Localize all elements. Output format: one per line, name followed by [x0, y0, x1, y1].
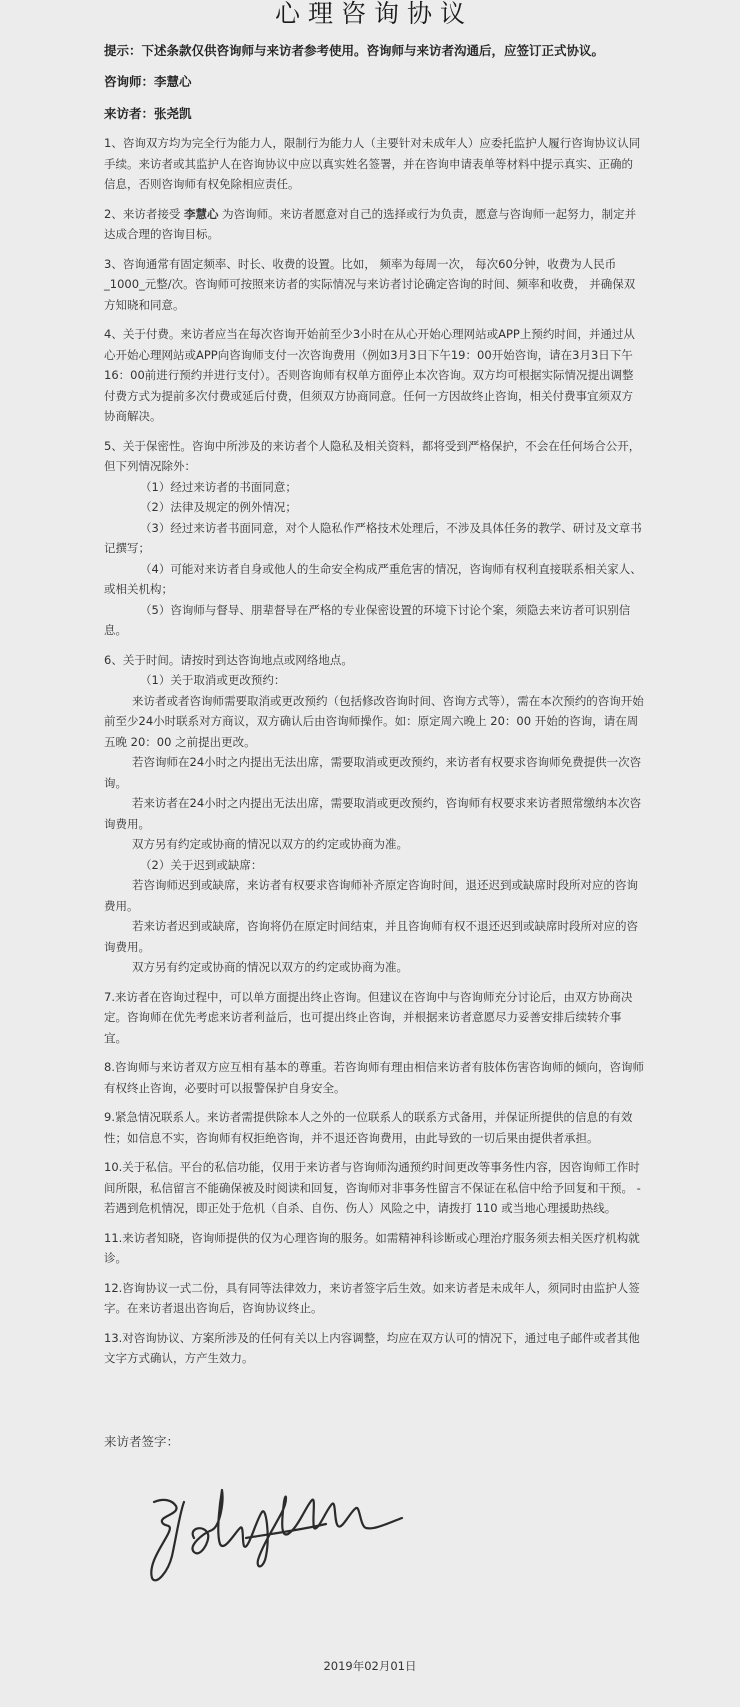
clause-text: 7.来访者在咨询过程中，可以单方面提出终止咨询。但建议在咨询中与咨询师充分讨论后，由双方协商决定。咨询师在优先考虑来访者利益后，也可提出终止咨询，并根据来访者意愿尽力妥善安排后续转介事宜。 — [104, 989, 633, 1045]
clause-5 — [104, 436, 644, 641]
handwritten-signature — [150, 1472, 420, 1592]
subsection-paragraph: 若来访者迟到或缺席，咨询将仍在原定时间结束，并且咨询师有权不退还迟到或缺席时段所对应的咨询费用。 — [104, 919, 638, 954]
clause-text — [104, 204, 644, 245]
client-line: 来访者：张尧凯 — [104, 106, 192, 121]
tip-notice: 提示：下述条款仅供咨询师与来访者参考使用。咨询师与来访者沟通后，应签订正式协议。 — [104, 43, 605, 58]
confidentiality-exception: （4）可能对来访者自身或他人的生命安全构成严重危害的情况，咨询师有权利直接联系相关家人、或相关机构； — [104, 561, 642, 596]
clause-3 — [104, 254, 644, 316]
clause-4 — [104, 324, 644, 427]
counselor-line: 咨询师：李慧心 — [104, 74, 192, 89]
confidentiality-exception: （2）法律及规定的例外情况； — [140, 500, 297, 514]
subsection-paragraph: 若来访者在24小时之内提出无法出席，需要取消或更改预约，咨询师有权要求来访者照常缴纳本次咨询费用。 — [104, 796, 642, 831]
clause-text: 12.咨询协议一式二份，具有同等法律效力，来访者签字后生效。如来访者是未成年人，须同时由监护人签字。在来访者退出咨询后，咨询协议终止。 — [104, 1280, 640, 1315]
clause-11 — [104, 1228, 644, 1269]
signing-date: 2019年02月01日 — [323, 1659, 417, 1673]
clause-10 — [104, 1157, 644, 1219]
clause-8 — [104, 1057, 644, 1098]
confidentiality-exception: （5）咨询师与督导、朋辈督导在严格的专业保密设置的环境下讨论个案，须隐去来访者可识别信息。 — [104, 602, 631, 637]
subsection-paragraph: 来访者或者咨询师需要取消或更改预约（包括修改咨询时间、咨询方式等），需在本次预约的咨询开始前至少24小时联系对方商议，双方确认后由咨询师操作。如：原定周六晚上 20：00 开始的咨询，请在周五晚 20：00 之前提出更改。 — [104, 693, 644, 749]
clause-12 — [104, 1278, 644, 1319]
clause-6 — [104, 650, 644, 978]
clause-9 — [104, 1107, 644, 1148]
subsection-paragraph: 双方另有约定或协商的情况以双方的约定或协商为准。 — [132, 960, 408, 974]
clause-text: 11.来访者知晓，咨询师提供的仅为心理咨询的服务。如需精神科诊断或心理治疗服务须去相关医疗机构就诊。 — [104, 1230, 640, 1265]
clause-text: 1、咨询双方均为完全行为能力人，限制行为能力人（主要针对未成年人）应委托监护人履行咨询协议认同手续。来访者或其监护人在咨询协议中应以真实姓名签署，并在咨询申请表单等材料中提示真实、正确的信息，否则咨询师有权免除相应责任。 — [104, 136, 641, 191]
clause-text: 9.紧急情况联系人。来访者需提供除本人之外的一位联系人的联系方式备用，并保证所提供的信息的有效性；如信息不实，咨询师有权拒绝咨询，并不退还咨询费用，由此导致的一切后果由提供者承担。 — [104, 1110, 633, 1145]
clause-text: 6、关于时间。请按时到达咨询地点或网络地点。 — [104, 652, 353, 667]
subsection-title: （2）关于迟到或缺席： — [140, 857, 263, 872]
document-title: 心理咨询协议 — [274, 0, 473, 28]
subsection-title: （1）关于取消或更改预约： — [140, 673, 286, 687]
clause-2 — [104, 204, 644, 245]
clause-text: 3、咨询通常有固定频率、时长、收费的设置。比如， 频率为每周一次， 每次60分钟，收费为人民币_1000_元整/次。咨询师可按照来访者的实际情况与来访者讨论确定咨询的时间、频率和收费， 并确保双方知晓和同意。 — [104, 256, 636, 312]
subsection-paragraph: 若咨询师迟到或缺席，来访者有权要求咨询师补齐原定咨询时间，退还迟到或缺席时段所对应的咨询费用。 — [104, 878, 638, 913]
confidentiality-exception: （1）经过来访者的书面同意； — [140, 479, 297, 494]
clause-text: 4、关于付费。来访者应当在每次咨询开始前至少3小时在从心开始心理网站或APP上预约时间，并通过从心开始心理网站或APP向咨询师支付一次咨询费用（例如3月3日下午19：00开始咨询，请在3月3日下午16：00前进行预约并进行支付）。否则咨询师有权单方面停止本次咨询。双方均可根据实际情况提出调整付费方式为提前多次付费或延后付费，但须双方协商同意。任何一方因故终止咨询，相关付费事宜须双方协商解决。 — [104, 327, 635, 423]
clause-7 — [104, 987, 644, 1049]
clause-2-prefix: 2、来访者接受 — [104, 206, 184, 221]
clause-text: 8.咨询师与来访者双方应互相有基本的尊重。若咨询师有理由相信来访者有肢体伤害咨询师的倾向，咨询师有权终止咨询，必要时可以报警保护自身安全。 — [104, 1060, 644, 1095]
signature-label: 来访者签字： — [104, 1434, 180, 1449]
clause-text: 13.对咨询协议、方案所涉及的任何有关以上内容调整，均应在双方认可的情况下，通过电子邮件或者其他文字方式确认，方产生效力。 — [104, 1330, 640, 1365]
confidentiality-exception: （3）经过来访者书面同意，对个人隐私作严格技术处理后，不涉及具体任务的教学、研讨及文章书记撰写； — [104, 520, 642, 555]
counselor-name-emphasis: 李慧心 — [183, 206, 219, 221]
clause-1 — [104, 133, 644, 195]
clause-text: 5、关于保密性。咨询中所涉及的来访者个人隐私及相关资料，都将受到严格保护，不会在任何场合公开，但下列情况除外： — [104, 438, 641, 473]
clause-13 — [104, 1328, 644, 1369]
clause-2-suffix: 为咨询师。来访者愿意对自己的选择或行为负责，愿意与咨询师一起努力，制定并达成合理的咨询目标。 — [104, 206, 637, 241]
subsection-paragraph: 双方另有约定或协商的情况以双方的约定或协商为准。 — [132, 837, 408, 851]
subsection-paragraph: 若咨询师在24小时之内提出无法出席，需要取消或更改预约，来访者有权要求咨询师免费提供一次咨询。 — [104, 755, 642, 790]
clause-text: 10.关于私信。平台的私信功能，仅用于来访者与咨询师沟通预约时间更改等事务性内容，因咨询师工作时间所限，私信留言不能确保被及时阅读和回复，咨询师对非事务性留言不保证在私信中给予回复和干预。 - 若遇到危机情况，即正处于危机（自杀、自伤、伤人）风险之中，请拨打 110 或当地心理援助热线。 — [104, 1160, 641, 1215]
